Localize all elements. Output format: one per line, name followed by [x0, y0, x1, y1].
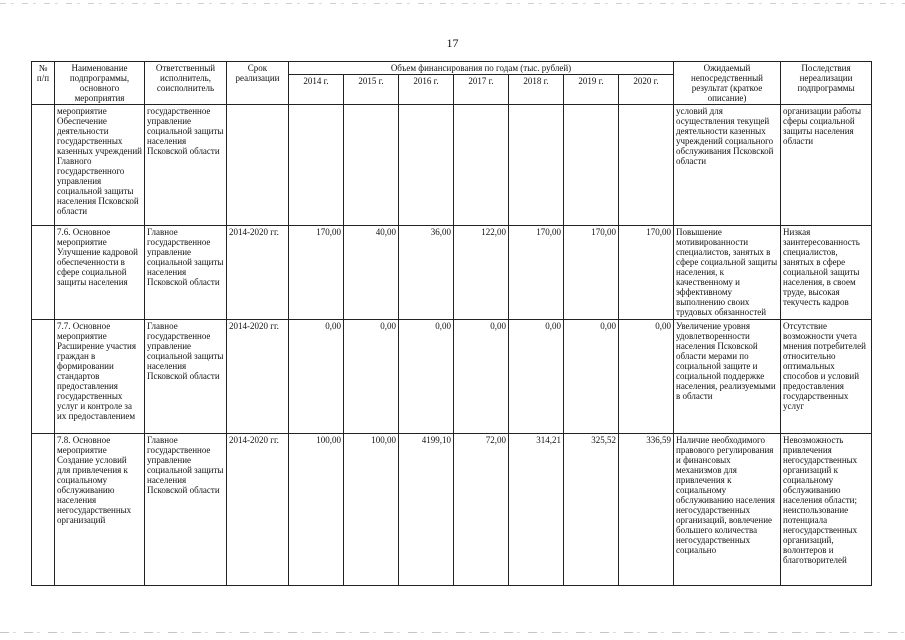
row-value: [564, 105, 619, 226]
header-consequences: Последствия нереализации подпрограммы: [781, 62, 872, 105]
row-value: 314,21: [509, 434, 564, 586]
row-num: [32, 320, 55, 434]
header-year: 2017 г.: [454, 75, 509, 105]
row-name: 7.7. Основное мероприятие Расширение участия граждан в формировании стандартов предоставления государственных услуг и контроле за их предоставлением: [55, 320, 145, 434]
scan-edge-top: [0, 3, 905, 4]
row-value: 0,00: [509, 320, 564, 434]
header-name: Наименование подпрограммы, основного мероприятия: [55, 62, 145, 105]
row-consequences: организации работы сферы социальной защиты населения области: [781, 105, 872, 226]
row-value: [344, 105, 399, 226]
row-num: [32, 434, 55, 586]
row-result: условий для осуществления текущей деятельности казенных учреждений социального обслуживания Псковской области: [674, 105, 781, 226]
row-value: 0,00: [564, 320, 619, 434]
header-year: 2016 г.: [399, 75, 454, 105]
row-value: 325,52: [564, 434, 619, 586]
table-row: [32, 320, 872, 434]
row-value: 0,00: [619, 320, 674, 434]
row-value: 122,00: [454, 226, 509, 320]
row-value: 0,00: [289, 320, 344, 434]
page-number: 17: [446, 36, 459, 50]
header-year: 2015 г.: [344, 75, 399, 105]
row-value: 100,00: [344, 434, 399, 586]
row-period: 2014-2020 гг.: [227, 434, 289, 586]
row-value: 4199,10: [399, 434, 454, 586]
row-executor: государственное управление социальной защиты населения Псковской области: [145, 105, 227, 226]
row-consequences: Низкая заинтересованность специалистов, занятых в сфере социальной защиты населения, в своем труде, высокая текучесть кадров: [781, 226, 872, 320]
row-result: Наличие необходимого правового регулирования и финансовых механизмов для привлечения к социальному обслуживанию населения негосударственных организаций, вовлечение большего количества негосударственных социально: [674, 434, 781, 586]
row-num: [32, 105, 55, 226]
table-row: [32, 105, 872, 226]
row-name: 7.6. Основное мероприятие Улучшение кадровой обеспеченности в сфере социальной защиты населения: [55, 226, 145, 320]
header-year: 2014 г.: [289, 75, 344, 105]
header-funding: Объем финансирования по годам (тыс. рублей): [289, 62, 674, 75]
row-value: 170,00: [564, 226, 619, 320]
header-year: 2020 г.: [619, 75, 674, 105]
row-value: 0,00: [344, 320, 399, 434]
row-result: Повышение мотивированности специалистов, занятых в сфере социальной защиты населения, к качественному и эффективному выполнению своих трудовых обязанностей: [674, 226, 781, 320]
row-executor: Главное государственное управление социальной защиты населения Псковской области: [145, 226, 227, 320]
row-consequences: Отсутствие возможности учета мнения потребителей относительно оптимальных способов и условий предоставления государственных услуг: [781, 320, 872, 434]
header-executor: Ответственный исполнитель, соисполнитель: [145, 62, 227, 105]
row-value: 0,00: [454, 320, 509, 434]
row-value: [509, 105, 564, 226]
funding-table: [31, 61, 872, 586]
row-num: [32, 226, 55, 320]
row-value: 100,00: [289, 434, 344, 586]
row-value: 0,00: [399, 320, 454, 434]
row-value: 336,59: [619, 434, 674, 586]
row-value: [289, 105, 344, 226]
row-executor: Главное государственное управление социальной защиты населения Псковской области: [145, 434, 227, 586]
row-value: 72,00: [454, 434, 509, 586]
header-period: Срок реализации: [227, 62, 289, 105]
row-consequences: Невозможность привлечения негосударственных организаций к социальному обслуживанию населения области; неиспользование потенциала негосударственных организаций, волонтеров и благотворителей: [781, 434, 872, 586]
header-result: Ожидаемый непосредственный результат (краткое описание): [674, 62, 781, 105]
row-period: 2014-2020 гг.: [227, 320, 289, 434]
scan-edge-bottom: [0, 632, 905, 633]
row-value: 170,00: [509, 226, 564, 320]
row-value: 170,00: [619, 226, 674, 320]
header-num: № п/п: [32, 62, 55, 105]
table-row: [32, 226, 872, 320]
row-period: 2014-2020 гг.: [227, 226, 289, 320]
row-value: [619, 105, 674, 226]
header-year: 2019 г.: [564, 75, 619, 105]
row-value: [454, 105, 509, 226]
row-value: 170,00: [289, 226, 344, 320]
row-name: мероприятие Обеспечение деятельности государственных казенных учреждений Главного государственного управления социальной защиты населения Псковской области: [55, 105, 145, 226]
header-year: 2018 г.: [509, 75, 564, 105]
row-value: [399, 105, 454, 226]
row-value: 40,00: [344, 226, 399, 320]
table-row: [32, 434, 872, 586]
row-result: Увеличение уровня удовлетворенности населения Псковской области мерами по социальной защите и социальной поддержке населения, реализуемыми в области: [674, 320, 781, 434]
row-executor: Главное государственное управление социальной защиты населения Псковской области: [145, 320, 227, 434]
row-period: [227, 105, 289, 226]
row-name: 7.8. Основное мероприятие Создание условий для привлечения к социальному обслуживанию населения негосударственных организаций: [55, 434, 145, 586]
row-value: 36,00: [399, 226, 454, 320]
